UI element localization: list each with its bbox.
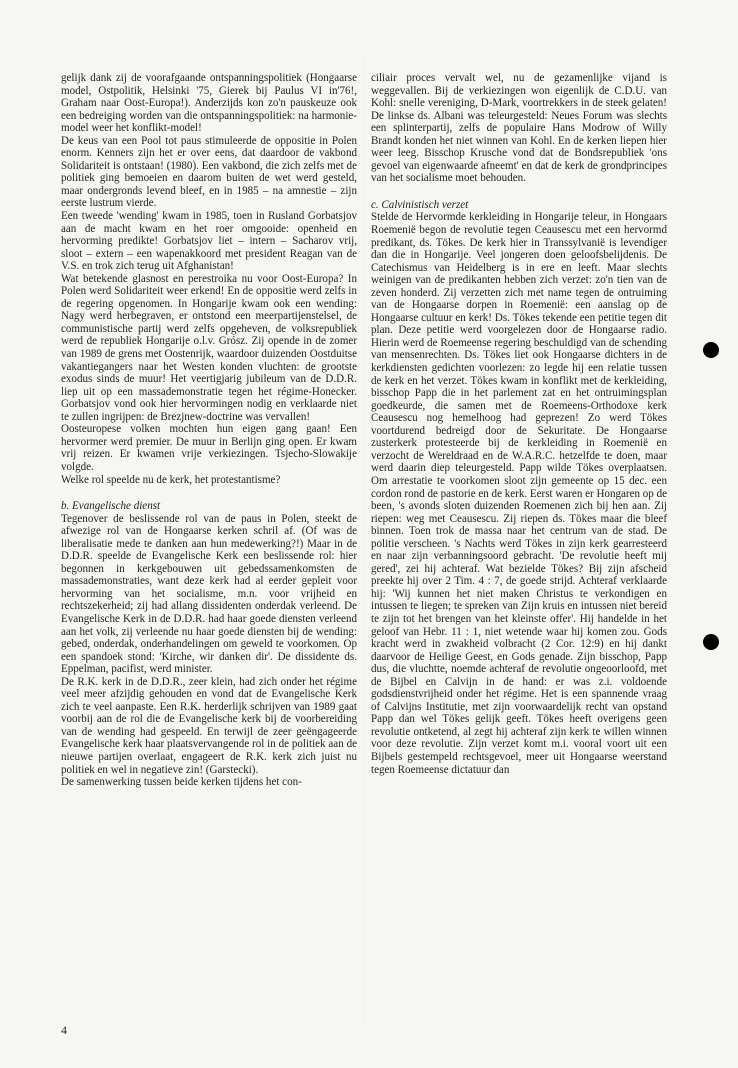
right-column xyxy=(371,72,667,776)
paragraph: gelijk dank zij de voorafgaande ontspanningspolitiek (Hongaarse model, Ostpolitik, Helsinki '75, Gierek bij Paulus VI in'76!, Graham naar Oost-Europa!). Anderzijds kon zo'n pauskeuze ook een bedreiging worden van die ontspanningspolitiek: na harmonie-model weer het konflikt-model! xyxy=(61,72,357,135)
paragraph: Oosteuropese volken mochten hun eigen gang gaan! Een hervormer werd premier. De muur in Berlijn ging open. Er kwam vrij reizen. Er kwamen vrije verkiezingen. Tsjecho-Slowakije volgde. xyxy=(61,423,357,473)
paragraph: De samenwerking tussen beide kerken tijdens het con- xyxy=(61,776,302,789)
paragraph: Een tweede 'wending' kwam in 1985, toen in Rusland Gorbatsjov aan de macht kwam en het roer omgooide: openheid en hervorming predikte! Gorbatsjov liet – intern – Sacharov vrij, sloot – extern – een wapenakkoord met president Reagan van de V.S. en trok zich terug uit Afghanistan! xyxy=(61,210,357,273)
paragraph: Welke rol speelde nu de kerk, het protestantisme? xyxy=(61,473,281,486)
paragraph: De R.K. kerk in de D.D.R., zeer klein, had zich onder het régime veel meer afzijdig gehouden en vond dat de Evangelische Kerk zich te veel aanpaste. Een R.K. herderlijk schrijven van 1989 gaat voorbij aan de rol die de Evangelische kerk bij de voorbereiding van de wending had gespeeld. En terwijl de zeer geëngageerde Evangelische kerk haar plaatsvervangende rol in de politiek aan de nieuwe partijen overlaat, engageert de R.K. kerk zich juist nu politiek en wel in negatieve zin! (Garstecki). xyxy=(61,675,357,776)
punch-hole xyxy=(703,634,719,650)
page-number: 4 xyxy=(61,1023,67,1037)
paragraph: ciliair proces vervalt wel, nu de gezamenlijke vijand is weggevallen. Bij de verkiezingen won eigenlijk de C.D.U. van Kohl: snelle vereniging, D-Mark, voortrekkers in de steek gelaten! De linkse ds. Albani was teleurgesteld: Neues Forum was slechts een splinterpartij, zelfs de populaire Hans Modrow of Willy Brandt konden het niet winnen van Kohl. En de kerken liepen hier weer leeg. Bisschop Krusche vond dat de Bondsrepubliek 'ons gevoel van eigenwaarde afneemt' en dat de kerk de grondprincipes van het socialisme moet behouden. xyxy=(371,72,667,185)
paragraph: Wat betekende glasnost en perestroika nu voor Oost-Europa? In Polen werd Solidariteit weer erkend! En de oppositie werd zelfs in de regering opgenomen. In Hongarije kwam ook een wending: Nagy werd herbegraven, er ontstond een meerpartijenstelsel, de communistische partij werd zelfs opgeheven, de volksrepubliek werd de republiek Hongarije o.l.v. Grósz. Zij opende in de zomer van 1989 de grens met Oostenrijk, waardoor duizenden Oostduitse vakantiegangers naar het Westen konden vluchten: de grootste exodus sinds de muur! Het veertigjarig jubileum van de D.D.R. liep uit op een massademonstratie tegen het régime-Honecker. Gorbatsjov vond ook hier hervormingen nodig en verklaarde niet te zullen ingrijpen: de Brezjnew-doctrine was vervallen! xyxy=(61,272,357,423)
paragraph: Tegenover de beslissende rol van de paus in Polen, steekt de afwezige rol van de Hongaarse kerken schril af. (Of was de liberalisatie mede te danken aan hun medewerking?!) Maar in de D.D.R. speelde de Evangelische Kerk een beslissende rol: hier begonnen in kerkgebouwen uit gebedssamenkomsten de massademonstraties, want deze kerk had al eerder gepleit voor hervorming van het socialisme, m.n. voor vrijheid en rechtszekerheid; zij had allang dissidenten onderdak verleend. De Evangelische Kerk in de D.D.R. had haar goede diensten verleend aan het volk, zij verleende nu haar goede diensten bij de wending: gebed, onderdak, onderhandelingen om geweld te voorkomen. Op een spandoek stond: 'Kirche, wir danken dir'. De dissidente ds. Eppelman, pacifist, werd minister. xyxy=(61,512,357,676)
paragraph: Stelde de Hervormde kerkleiding in Hongarije teleur, in Hongaars Roemenië begon de revolutie tegen Ceausescu met een hervormd predikant, ds. Tökes. De kerk hier in Transsylvanië is levendiger dan die in Hongarije. Veel jongeren doen geloofsbelijdenis. De Catechismus van Heidelberg is in ere en leeft. Maar slechts weinigen van de predikanten hebben zich verzet: zo'n tien van de zeven honderd. Zij verzetten zich met name tegen de ontruiming van de Hongaarse dorpen in Roemenië: een aanslag op de Hongaarse cultuur en kerk! Ds. Tökes tekende een petitie tegen dit plan. Deze petitie werd voorgelezen door de Hongaarse radio. Hierin werd de Roemeense regering beschuldigd van de schending van mensenrechten. Ds. Tökes liet ook Hongaarse dichters in de kerkdiensten gedichten voorlezen: zo legde hij een relatie tussen de kerk en het verzet. Tökes kwam in konflikt met de kerkleiding, bisschop Papp die in het parlement zat en het ontruimingsplan goedkeurde, die samen met de Roemeens-Orthodoxe kerk Ceausescu nog hemelhoog had geprezen! Zo werd Tökes voortdurend bedreigd door de Sekuritate. De Hongaarse zusterkerk protesteerde bij de kerkleiding in Roemenië en verzocht de Wereldraad en de W.A.R.C. hetzelfde te doen, maar werd daarin diep teleurgesteld. Papp wilde Tökes overplaatsen. Om arrestatie te voorkomen sloot zijn gemeente op 15 dec. een cordon rond de pastorie en de kerk. Eerst waren er Hongaren op de been, 's avonds sloten duizenden Roemenen zich bij hen aan. Zij riepen: weg met Ceausescu. Zij riepen ds. Tökes maar die bleef binnen. Toen trok de massa naar het centrum van de stad. De politie verscheen. 's Nachts werd Tökes in zijn kerk gearresteerd en naar zijn verbanningsoord gebracht. 'De revolutie heeft mij gered', zei hij achteraf. Wat bezielde Tökes? Bij zijn afscheid preekte hij over 2 Tim. 4 : 7, de goede strijd. Achteraf verklaarde hij: 'Wij kunnen het niet maken Christus te verkondigen en intussen te liegen; te spreken van Zijn kruis en intussen niet bereid te zijn tot het brengen van het kleinste offer'. Hij handelde in het geloof van Hebr. 11 : 1, niet wetende waar hij komen zou. Gods kracht werd in zwakheid volbracht (2 Cor. 12:9) en hij dankt daarvoor de Heilige Geest, en Gods genade. Zijn bisschop, Papp dus, die vluchtte, noemde achteraf de revolutie ongeoorloofd, met de Bijbel en Calvijn in de hand: er was z.i. voldoende godsdienstvrijheid onder het régime. Het is een spannende vraag of Calvijns Institutie, met zijn voorwaardelijk recht van opstand Papp dan wel Tökes gelijk geeft. Tökes heeft overigens geen revolutie ontketend, al zegt hij achteraf zijn kerk te willen winnen voor deze revolutie. Zijn verzet komt m.i. vooral voort uit een Bijbels gestempeld rechtsgevoel, meer uit Hongaarse weerstand tegen Roemeense dictatuur dan xyxy=(371,211,668,776)
punch-hole xyxy=(703,342,719,358)
section-heading-b: b. Evangelische dienst xyxy=(61,500,161,513)
page-fold xyxy=(364,60,365,1020)
section-heading-c: c. Calvinistisch verzet xyxy=(371,198,469,211)
left-column xyxy=(61,72,357,789)
paragraph: De keus van een Pool tot paus stimuleerde de oppositie in Polen enorm. Kenners zijn het er over eens, dat daardoor de vakbond Solidariteit is ontstaan! (1980). Een vakbond, die zich zelfs met de politiek ging bemoeien en daarom buiten de wet werd gesteld, maar ondergronds levend bleef, en in 1985 – na amnestie – zijn eerste lustrum vierde. xyxy=(61,134,357,210)
